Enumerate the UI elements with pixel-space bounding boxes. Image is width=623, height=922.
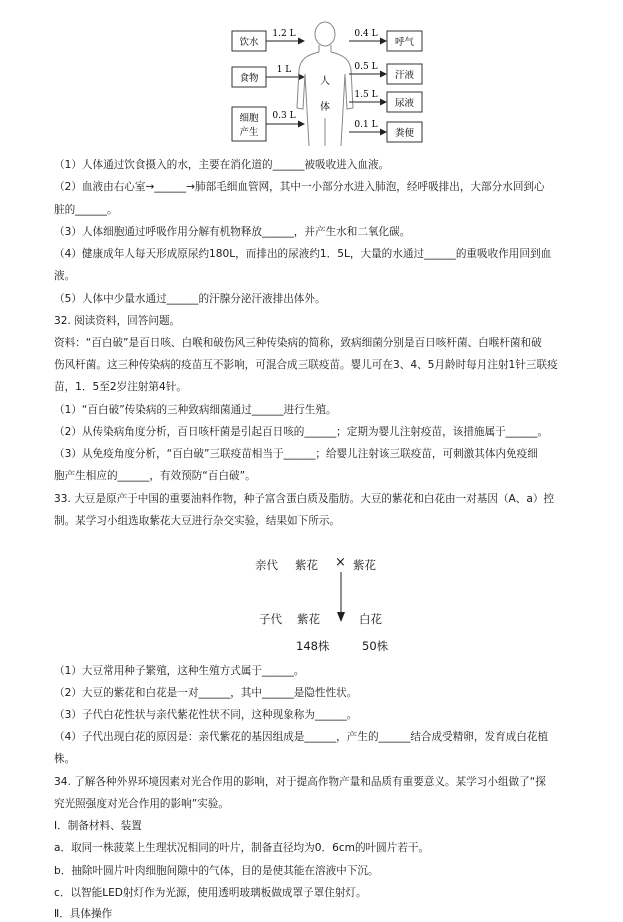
body-label-2: 体 (320, 102, 330, 113)
q32-sub3-line2: 胞产生相应的______，有效预防“百白破”。 (54, 470, 256, 482)
count-left: 148株 (296, 639, 330, 653)
child-right-trait: 白花 (359, 612, 382, 626)
q33-sub4-line2: 株。 (54, 753, 76, 765)
q33-sub4-line1: （4）子代出现白花的原因是：亲代紫花的基因组成是______，产生的______结合成受精卵，发育成白花植 (54, 731, 549, 743)
amount-cell: 0.3 L (272, 111, 296, 121)
q34-step-c: c．以智能LED射灯作为光源，使用透明玻璃板做成罩子罩住射灯。 (54, 887, 367, 899)
q34-step-a: a．取同一株菠菜上生理状况相同的叶片，制备直径均为0．6cm的叶圆片若干。 (54, 842, 430, 854)
input-label-food: 食物 (239, 73, 259, 84)
q32-material-line3: 苗，1．5至2岁注射第4针。 (54, 381, 187, 393)
count-right: 50株 (362, 639, 389, 653)
q31-sub3: （3）人体细胞通过呼吸作用分解有机物释放______，并产生水和二氧化碳。 (54, 226, 411, 238)
input-label-drink: 饮水 (239, 37, 259, 48)
q31-sub4-line2: 液。 (54, 270, 76, 282)
parent-right-trait: 紫花 (353, 558, 376, 572)
down-arrow-icon (334, 572, 348, 624)
cross-symbol: × (335, 555, 346, 570)
water-balance-diagram (0, 0, 623, 150)
q34-section2-title: Ⅱ．具体操作 (54, 908, 113, 920)
output-label-sweat: 汗液 (394, 70, 415, 81)
amount-urine: 1.5 L (354, 90, 378, 100)
q31-sub2-line1: （2）血液由右心室→______→肺部毛细血管网，其中一小部分水进入肺泡，经呼吸排出，大部分水回到心 (54, 181, 545, 193)
amount-sweat: 0.5 L (354, 62, 378, 72)
input-label-cell-1: 细胞 (239, 113, 259, 124)
output-label-feces: 粪便 (394, 128, 415, 139)
q34-heading-line1: 34. 了解各种外界环境因素对光合作用的影响，对于提高作物产量和品质有重要意义。某学习小组做了“探 (54, 776, 546, 788)
q34-heading-line2: 究光照强度对光合作用的影响”实验。 (54, 798, 229, 810)
child-left-trait: 紫花 (297, 612, 320, 626)
amount-food: 1 L (276, 65, 292, 75)
amount-feces: 0.1 L (354, 120, 378, 130)
child-generation-label: 子代 (259, 612, 282, 626)
q34-section1-title: Ⅰ．制备材料、装置 (54, 820, 142, 832)
q31-sub2-line2: 脏的______。 (54, 204, 118, 216)
q31-sub5: （5）人体中少量水通过______的汗腺分泌汗液排出体外。 (54, 293, 326, 305)
output-label-urine: 尿液 (394, 98, 415, 109)
q32-sub2: （2）从传染病角度分析，百日咳杆菌是引起百日咳的______；定期为婴儿注射疫苗，该措施属于______。 (54, 426, 549, 438)
q32-sub3-line1: （3）从免疫角度分析，“百白破”三联疫苗相当于______；给婴儿注射该三联疫苗，可刺激其体内免疫细 (54, 448, 538, 460)
q31-sub1: （1）人体通过饮食摄入的水，主要在消化道的______被吸收进入血液。 (54, 159, 390, 171)
q31-sub4-line1: （4）健康成年人每天形成原尿约180L，而排出的尿液约1．5L，大量的水通过______的重吸收作用回到血 (54, 248, 552, 260)
q34-step-b: b．抽除叶圆片叶肉细胞间隙中的气体，目的是使其能在溶液中下沉。 (54, 865, 379, 877)
q33-sub1: （1）大豆常用种子繁殖，这种生殖方式属于______。 (54, 665, 305, 677)
q33-sub3: （3）子代白花性状与亲代紫花性状不同，这种现象称为______。 (54, 709, 358, 721)
q33-heading-line1: 33. 大豆是原产于中国的重要油料作物，种子富含蛋白质及脂肪。大豆的紫花和白花由一对基因（A、a）控 (54, 493, 555, 505)
amount-drink: 1.2 L (272, 29, 296, 39)
body-label-1: 人 (320, 76, 330, 87)
q32-material-line1: 资料：“百白破”是百日咳、白喉和破伤风三种传染病的简称，致病细菌分别是百日咳杆菌、白喉杆菌和破 (54, 337, 542, 349)
q33-heading-line2: 制。某学习小组选取紫花大豆进行杂交实验，结果如下所示。 (54, 515, 341, 527)
q32-material-line2: 伤风杆菌。这三种传染病的疫苗互不影响，可混合成三联疫苗。婴儿可在3、4、5月龄时每月注射1针三联疫 (54, 359, 558, 371)
q33-sub2: （2）大豆的紫花和白花是一对______，其中______是隐性性状。 (54, 687, 358, 699)
output-label-breath: 呼气 (394, 37, 415, 48)
parent-left-trait: 紫花 (295, 558, 318, 572)
parent-generation-label: 亲代 (255, 558, 278, 572)
q32-sub1: （1）“百白破”传染病的三种致病细菌通过______进行生殖。 (54, 404, 337, 416)
amount-breath: 0.4 L (354, 29, 378, 39)
input-label-cell-2: 产生 (239, 127, 259, 138)
q32-heading: 32. 阅读资料，回答问题。 (54, 315, 181, 327)
